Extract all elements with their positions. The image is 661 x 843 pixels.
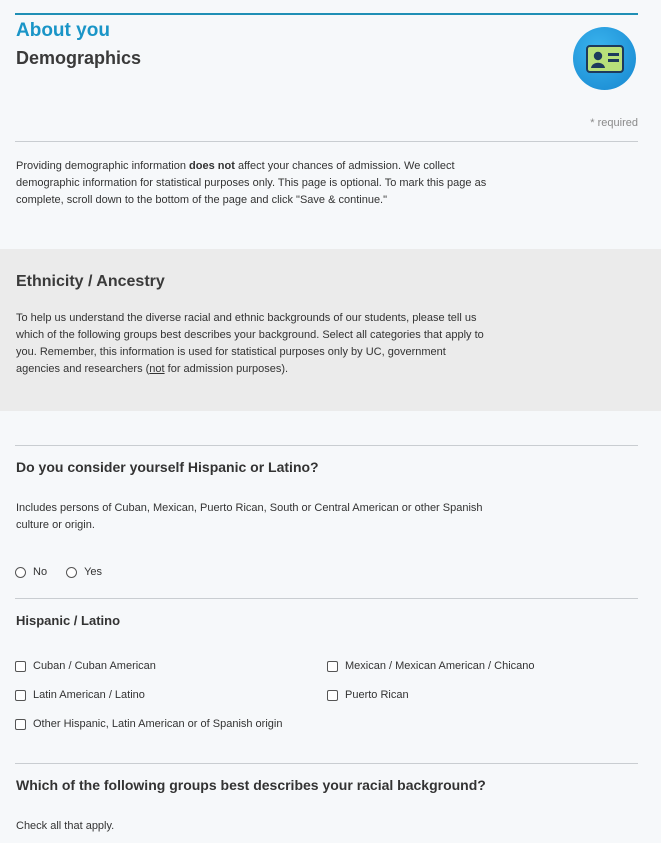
- divider: [15, 141, 638, 142]
- radio-no[interactable]: [15, 567, 26, 578]
- hispanic-radio-group: [15, 566, 121, 578]
- divider: [15, 598, 638, 599]
- checkbox-item-mexican[interactable]: [327, 660, 535, 672]
- checkbox-item-puerto-rican[interactable]: [327, 689, 409, 701]
- checkbox[interactable]: [327, 661, 338, 672]
- checkbox[interactable]: [15, 690, 26, 701]
- checkbox[interactable]: [15, 661, 26, 672]
- checkbox-item-latin-american[interactable]: [15, 689, 145, 701]
- radio-no-label[interactable]: No: [33, 566, 48, 578]
- checkbox-label[interactable]: Latin American / Latino: [33, 689, 145, 701]
- checkbox-label[interactable]: Cuban / Cuban American: [33, 660, 156, 672]
- radio-yes-label[interactable]: Yes: [84, 566, 103, 578]
- racial-question-help: Check all that apply.: [16, 820, 115, 832]
- checkbox-label[interactable]: Puerto Rican: [345, 689, 409, 701]
- checkbox-label[interactable]: Other Hispanic, Latin American or of Spanish origin: [33, 718, 283, 730]
- hispanic-group-title: Hispanic / Latino: [16, 613, 121, 628]
- ethnicity-title: Ethnicity / Ancestry: [16, 273, 165, 290]
- ethnicity-description: To help us understand the diverse racial and ethnic backgrounds of our students, please tell us which of the following groups best describes your background. Select all categories that apply to you. Remember, this information is used for statistical purposes only by UC, government agencies and researchers (not for admission purposes).: [16, 312, 484, 375]
- divider: [15, 445, 638, 446]
- radio-yes[interactable]: [66, 567, 77, 578]
- top-accent-rule: [15, 13, 638, 15]
- divider: [15, 763, 638, 764]
- required-note: * required: [590, 117, 638, 129]
- checkbox[interactable]: [327, 690, 338, 701]
- id-card-icon: [573, 27, 636, 90]
- checkbox-item-other-hispanic[interactable]: [15, 718, 282, 730]
- section-kicker: About you: [16, 20, 110, 41]
- checkbox[interactable]: [15, 719, 26, 730]
- page-title: Demographics: [16, 48, 142, 68]
- hispanic-question-title: Do you consider yourself Hispanic or Latino?: [16, 459, 319, 475]
- checkbox-item-cuban[interactable]: [15, 660, 156, 672]
- checkbox-label[interactable]: Mexican / Mexican American / Chicano: [345, 660, 535, 672]
- hispanic-question-help: Includes persons of Cuban, Mexican, Puerto Rican, South or Central American or other Spanish culture or origin.: [16, 502, 483, 531]
- racial-question-title: Which of the following groups best describes your racial background?: [16, 777, 486, 793]
- intro-text: Providing demographic information does not affect your chances of admission. We collect demographic information for statistical purposes only. This page is optional. To mark this page as complete, scroll down to the bottom of the page and click "Save & continue.": [16, 160, 487, 206]
